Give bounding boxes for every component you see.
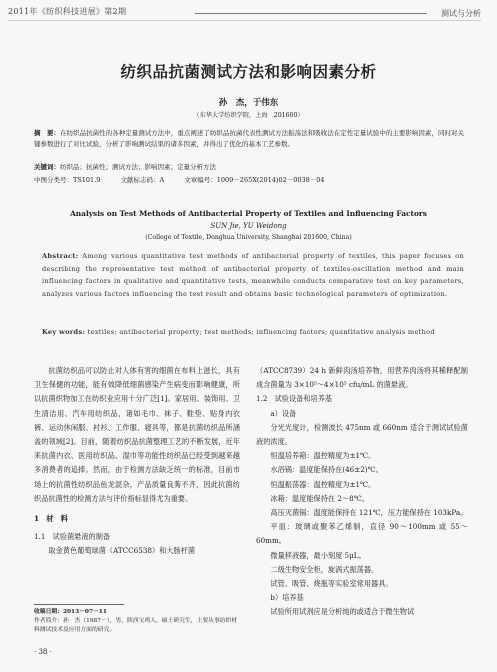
english-keywords bbox=[42, 326, 464, 339]
keywords-cn-text: 纺织品；抗菌性；测试方法；影响因素；定量分析方法 bbox=[60, 163, 216, 171]
equipment-item: 平皿：玻璃或聚苯乙烯制，直径 90～100mm 或 55～60mm。 bbox=[256, 522, 468, 546]
author-bio: 作者简介：孙 杰（1987－），男，陕西宝鸡人，硕士研究生，主要从事纺织材料测试技术及应用方面的研究。 bbox=[34, 618, 238, 633]
classification-line bbox=[34, 175, 464, 184]
equipment-heading: a）设备 bbox=[270, 408, 297, 418]
authors: 孙 杰，于伟东 bbox=[218, 98, 279, 108]
page-number: · 38 · bbox=[34, 648, 52, 656]
equipment-item: 二级生物安全柜，旋涡式振荡器。 bbox=[270, 564, 379, 574]
affiliation: （东华大学纺织学院，上海 201600） bbox=[193, 112, 304, 119]
abstract-cn-text: 在纺织品抗菌性的各种定量测试方法中，重点阐述了纺织品抗菌代表性测试方法振荡法和吸收法在定性定量试验中的主要影响因素，同时对关键参数进行了对比试验，分析了影响测试结果的诸多因素，并得出了优化的基本工艺参数。 bbox=[34, 129, 465, 148]
english-abstract-label: Abstract: bbox=[42, 252, 79, 260]
media-text: 试验所用试剂应是分析纯的或适合于微生物试 bbox=[270, 607, 415, 617]
section-1-1-heading: 1.1 试验菌悬液的制备 bbox=[34, 532, 111, 542]
header-rule bbox=[195, 13, 427, 14]
equipment-item: 水浴锅：温度能保持在(46±2)℃。 bbox=[270, 465, 383, 475]
section-1-1-text: 取金黄色葡萄球菌（ATCC6538）和大肠杆菌 bbox=[48, 546, 196, 556]
abstract-cn bbox=[34, 128, 464, 150]
right-column bbox=[256, 364, 468, 620]
footnote bbox=[34, 608, 240, 635]
left-column bbox=[34, 364, 240, 559]
received-date: 收稿日期：2013－07－11 bbox=[34, 609, 107, 615]
paper-title: 纺织品抗菌测试方法和影响因素分析 bbox=[120, 63, 377, 81]
english-authors: SUN Jie, YU Weidong bbox=[210, 222, 287, 230]
english-keywords-text: textiles; antibacterial property; test methods; influencing factors; quantitative analysis method bbox=[87, 328, 435, 336]
header-divider bbox=[8, 20, 481, 21]
equipment-item: 恒温振荡器：温控精度为±1℃。 bbox=[270, 479, 376, 489]
english-keywords-label: Key words: bbox=[42, 328, 86, 336]
journal-header: 2011年《纺织科技进展》第2期 bbox=[8, 7, 127, 16]
english-affiliation: (College of Textile, Donghua University, Shanghai 201600, China) bbox=[145, 234, 352, 241]
english-title: Analysis on Test Methods of Antibacterial Property of Textiles and Influencing Factors bbox=[70, 209, 427, 218]
keywords-cn-label: 关键词： bbox=[34, 163, 60, 171]
abstract-cn-label: 摘 要： bbox=[34, 129, 61, 137]
equipment-item: 高压灭菌锅：温度能保持在 121℃，压力能保持在 103kPa。 bbox=[270, 508, 468, 518]
section-header: 测试与分析 bbox=[441, 9, 481, 18]
equipment-item: 微量移液器，最小刻度 5μL。 bbox=[270, 550, 366, 560]
section-1-2-heading: 1.2 试验设备和培养基 bbox=[256, 394, 333, 404]
article-number: 文章编号：1009－265X(2014)02－0038－04 bbox=[184, 176, 325, 184]
intro-paragraph: 抗菌纺织品可以防止对人体有害的细菌在布料上滋长，具有卫生保健的功能，能有效降低细菌感染产生病变而影响健康，所以抗菌织物加工在纺织业应用十分广泛[1]。家居用、装饰用、卫生清洁用、汽车用纺织品，诸如毛巾、袜子、鞋垫、贴身内衣裤、运动休闲服、衬衫、工作服、寝具等，都是抗菌纺织品所涵盖的领域[2]。目前，随着纺织品抗菌整理工艺的不断发展，近年来抗菌内衣、医用纺织品、湿巾等功能性纺织品已经受到越来越多消费者的追捧。然而，由于检测方法缺乏统一的标准，目前市场上的抗菌性纺织品鱼龙混杂，产品质量良莠不齐，因此抗菌纺织品抗菌性的检测方法与评价指标显得尤为重要。 bbox=[34, 366, 240, 503]
section-1-heading: 1 材 料 bbox=[34, 514, 68, 524]
document-code: 文献标志码：A bbox=[120, 176, 165, 184]
equipment-item: 恒温培养箱：温控精度为±1℃。 bbox=[270, 451, 376, 461]
media-heading: b）培养基 bbox=[270, 593, 304, 603]
keywords-cn bbox=[34, 162, 464, 171]
english-abstract-text: Among various quantitative test methods of antibacterial property of textiles, this paper focuses on describing the representative test method of antibacterial property of textiles-oscillation method and main influencing factors in qualitative and quantitative tests, meanwhile conducts comparative test on key parameters, analyzes various factors influencing the test result and obtains basic technological parameters of optimization. bbox=[42, 252, 464, 298]
footnote-rule bbox=[34, 604, 124, 605]
clc-number: 中图分类号：TS101.9 bbox=[34, 176, 101, 184]
english-abstract bbox=[42, 250, 464, 300]
equipment-item: 分光光度计，检测波长 475nm 或 660nm 适合于测试试验菌液的浓度。 bbox=[256, 422, 468, 447]
equipment-item: 试管、吸管、烧瓶等实验室常用器具。 bbox=[270, 579, 393, 589]
equipment-item: 冰箱：温度能保持在 2～8℃。 bbox=[270, 493, 369, 503]
bacteria-suspension-text: （ATCC8739）24 h 新鲜肉汤培养物，用营养肉汤将其稀释配制成含菌量为 3×10⁵～4×10⁵ cfu/mL 的菌悬液。 bbox=[256, 366, 468, 390]
